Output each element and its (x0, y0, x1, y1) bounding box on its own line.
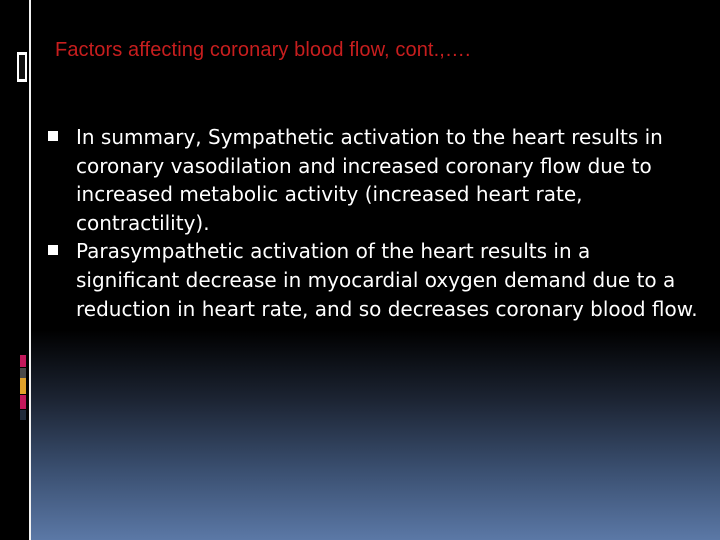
title-accent-inner (19, 55, 25, 79)
square-bullet-icon (48, 131, 58, 141)
bullet-text: Parasympathetic activation of the heart results in a significant decrease in myocardial oxygen demand due to a reduction in heart rate, and so decreases coronary blood flow. (76, 239, 698, 321)
slide-title: Factors affecting coronary blood flow, cont.,…. (55, 39, 471, 61)
vertical-divider (29, 0, 31, 540)
bullet-item (48, 237, 698, 323)
bullet-item (48, 123, 698, 237)
decorative-stripe (20, 368, 26, 378)
bullet-text: In summary, Sympathetic activation to the heart results in coronary vasodilation and increased coronary flow due to increased metabolic activity (increased heart rate, contractility). (76, 125, 663, 235)
decorative-stripe (20, 378, 26, 394)
bullet-list (48, 123, 698, 323)
decorative-stripe (20, 395, 26, 409)
decorative-stripe (20, 410, 26, 420)
decorative-stripe (20, 355, 26, 367)
square-bullet-icon (48, 245, 58, 255)
